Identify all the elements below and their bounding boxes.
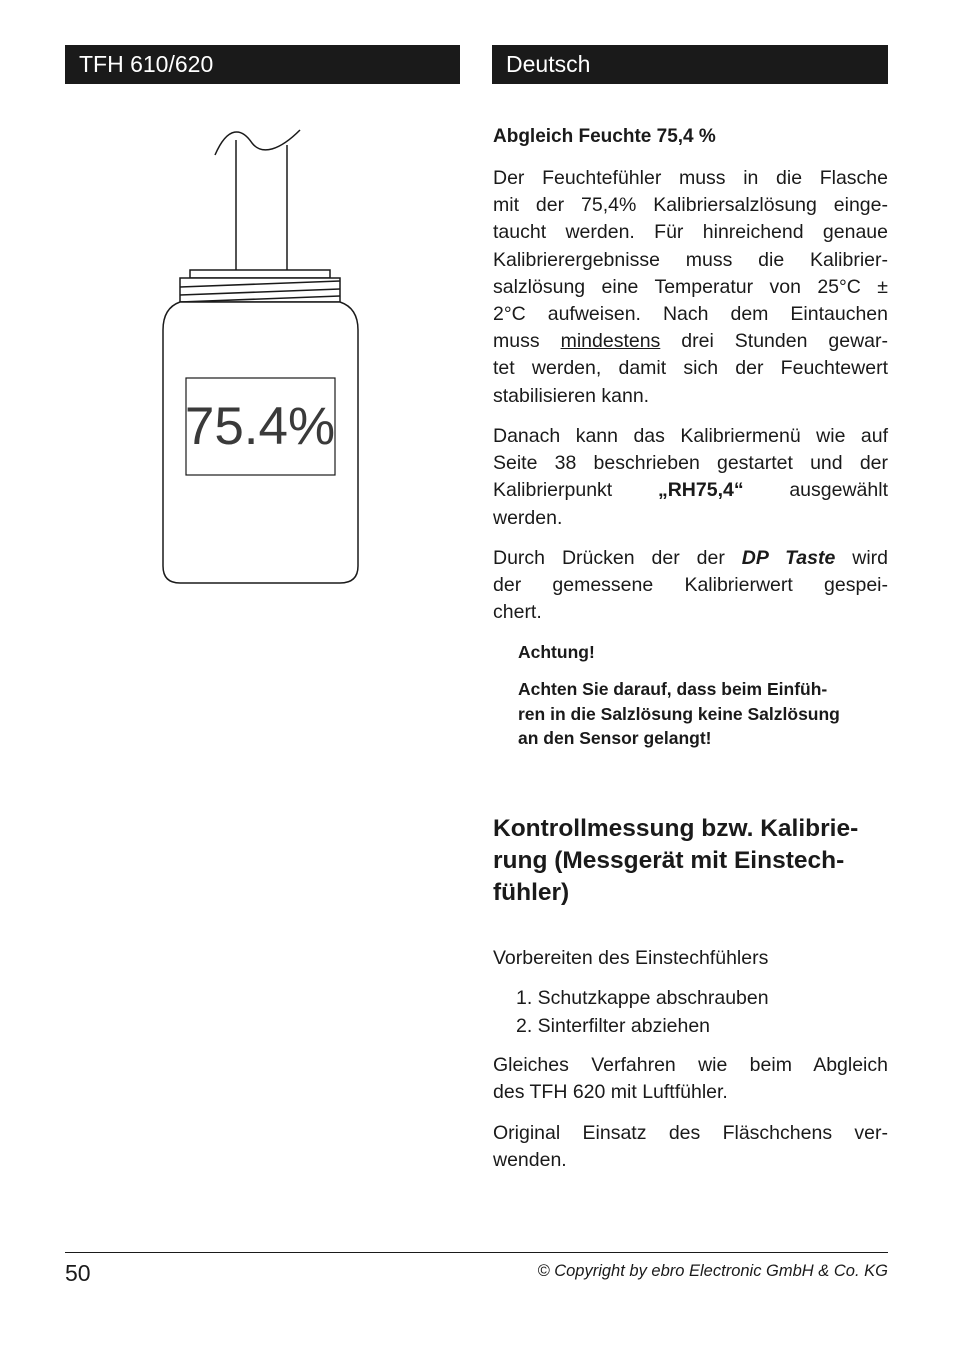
text-line: der gemessene Kalibrierwert gespei- <box>493 574 888 597</box>
text-line: Durch Drücken der der DP Taste wird <box>493 547 889 569</box>
bottle-label-value: 75.4% <box>184 397 336 456</box>
text-line: 2°C aufweisen. Nach dem Eintauchen <box>493 303 888 326</box>
text-line: Gleiches Verfahren wie beim Abgleich <box>493 1054 888 1076</box>
text-line: an den Sensor gelangt! <box>518 728 712 748</box>
text-line: Der Feuchtefühler muss in die Flasche <box>493 167 888 189</box>
dp-key-label: DP Taste <box>741 547 836 569</box>
warning-text <box>518 677 888 751</box>
section1-paragraph-1 <box>493 165 888 410</box>
text-line: wenden. <box>493 1149 567 1172</box>
text-line: werden. <box>493 506 563 529</box>
text-line: salzlösung eine Temperatur von 25°C ± <box>493 275 888 298</box>
section1-paragraph-2 <box>493 423 888 532</box>
bottle-cap <box>190 270 330 278</box>
text-line: mit der 75,4% Kalibriersalzlösung einge- <box>493 194 888 217</box>
list-item: 2. Sinterfilter abziehen <box>516 1015 711 1037</box>
heading-line: fühler) <box>493 879 570 906</box>
text-line: ren in die Salzlösung keine Salzlösung <box>518 703 840 724</box>
warning-title: Achtung! <box>518 642 595 662</box>
heading-line: rung (Messgerät mit Einstech- <box>493 847 845 874</box>
calibration-bottle-illustration <box>150 120 380 595</box>
emphasis-mindestens: mindestens <box>560 330 661 353</box>
steps-list <box>516 984 888 1040</box>
heading-line: Kontrollmessung bzw. Kalibrie- <box>493 815 859 842</box>
text-line: Achten Sie darauf, dass beim Einfüh- <box>518 679 828 699</box>
text-line: muss mindestens drei Stunden gewar- <box>493 330 888 353</box>
section1-paragraph-3 <box>493 545 888 627</box>
page-number: 50 <box>65 1260 91 1286</box>
header-left: TFH 610/620 <box>65 45 460 84</box>
calibration-point: „RH75,4“ <box>657 479 744 502</box>
text-line: Original Einsatz des Fläschchens ver- <box>493 1122 888 1144</box>
text-line: Seite 38 beschrieben gestartet und der <box>493 452 888 475</box>
copyright-notice: © Copyright by ebro Electronic GmbH & Co. KG <box>537 1262 888 1280</box>
section2-intro: Vorbereiten des Einstechfühlers <box>493 947 769 969</box>
footer-divider <box>65 1252 888 1253</box>
text-line: chert. <box>493 601 542 624</box>
text-line: Kalibrierpunkt „RH75,4“ ausgewählt <box>493 479 888 502</box>
text-line: Kalibrierergebnisse muss die Kalibrier- <box>493 248 888 271</box>
section2-heading <box>493 813 888 909</box>
section2-paragraph-2 <box>493 1120 888 1174</box>
section2-paragraph-1 <box>493 1052 888 1106</box>
text-line: taucht werden. Für hinreichend genaue <box>493 221 888 244</box>
text-line: Danach kann das Kalibriermenü wie auf <box>493 425 888 447</box>
section1-heading: Abgleich Feuchte 75,4 % <box>493 126 716 147</box>
header-right: Deutsch <box>492 45 888 84</box>
text-line: stabilisieren kann. <box>493 384 650 407</box>
list-item: 1. Schutzkappe abschrauben <box>516 987 769 1009</box>
text-line: tet werden, damit sich der Feuchtewert <box>493 357 888 380</box>
text-line: des TFH 620 mit Luftfühler. <box>493 1081 728 1104</box>
